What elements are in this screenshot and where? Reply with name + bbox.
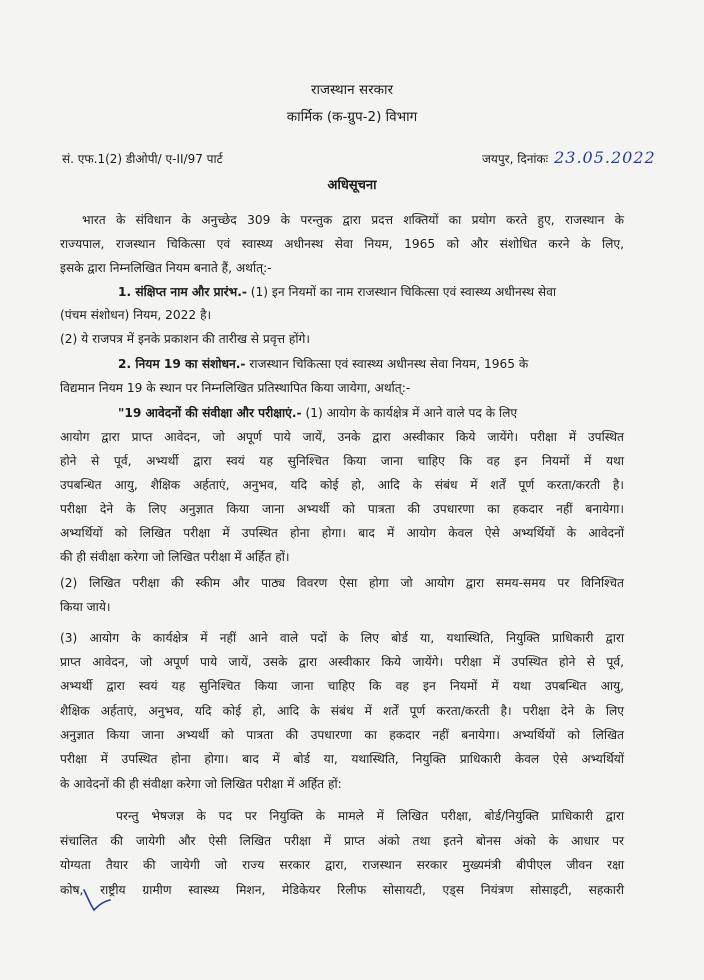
section-1-title: 1. संक्षिप्त नाम और प्रारंभ.- (118, 285, 247, 299)
notification-title: अधिसूचना (327, 178, 377, 193)
text-line: योग्यता तैयार की जायेगी जो राज्य सरकार द्वारा, राजस्थान सरकार मुख्यमंत्री बीपीएल जीवन रक्षा (60, 858, 624, 872)
text-fragment: (1) आयोग के कार्यक्षेत्र में आने वाले पद के लिए (301, 406, 518, 420)
text-line: की ही संवीक्षा करेगा जो लिखित परीक्षा में अर्हित हों। (60, 550, 290, 564)
text-line: प्राप्त आवेदन, जो अपूर्ण पाये जायें, उसके द्वारा अस्वीकार किये जायेंगे। परीक्षा में उपस्थित होने से पूर्व, (60, 655, 624, 669)
text-line: परीक्षा में उपस्थित होना होगा। बाद में बोर्ड या, यथास्थिति, नियुक्ति प्राधिकारी केवल ऐसे अभ्यर्थियों (60, 752, 624, 766)
text-line: (2) लिखित परीक्षा की स्कीम और पाठ्य विवरण ऐसा होगा जो आयोग द्वारा समय-समय पर विनिश्चित (60, 576, 624, 590)
section-2-title: 2. नियम 19 का संशोधन.- (118, 357, 246, 371)
government-heading: राजस्थान सरकार (311, 82, 393, 98)
text-line: भारत के संविधान के अनुच्छेद 309 के परन्तुक द्वारा प्रदत्त शक्तियों का प्रयोग करते हुए, राजस्थान के (82, 213, 624, 227)
text-line: कोष, राष्ट्रीय ग्रामीण स्वास्थ्य मिशन, मेडिकेयर रिलीफ सोसायटी, एड्स नियंत्रण सोसाइटी, सहकारी (60, 883, 624, 897)
text-fragment: राजस्थान चिकित्सा एवं स्वास्थ्य अधीनस्थ सेवा नियम, 1965 के (245, 357, 529, 371)
text-line: होने से पूर्व, अभ्यर्थी द्वारा स्वयं यह सुनिश्चित किया जाना चाहिए कि वह इन नियमों में यथा (60, 454, 624, 468)
section-1-heading-line (118, 284, 556, 300)
rule-19-heading-line (118, 405, 517, 421)
pen-mark (80, 888, 120, 914)
text-line: उपबन्धित आयु, शैक्षिक अर्हताएं, अनुभव, यदि कोई हो, आदि के संबंध में शर्तें पूर्ण करता/करती है। (60, 478, 624, 492)
text-line: (2) ये राजपत्र में इनके प्रकाशन की तारीख से प्रवृत्त होंगे। (60, 332, 311, 346)
text-line: राज्यपाल, राजस्थान चिकित्सा एवं स्वास्थ्य अधीनस्थ सेवा नियम, 1965 को और संशोधित करने के लिए, (60, 237, 624, 251)
text-line: अभ्यर्थी द्वारा स्वयं यह सुनिश्चित किया जाना चाहिए कि वह इन नियमों में यथा उपबन्धित आयु, (60, 679, 624, 693)
text-line: शैक्षिक अर्हताएं, अनुभव, यदि कोई हो, आदि के संबंध में शर्तें पूर्ण करता/करती है। परीक्षा देने के लिए (60, 704, 624, 718)
text-line: विद्यमान नियम 19 के स्थान पर निम्नलिखित प्रतिस्थापित किया जायेगा, अर्थात्:- (60, 381, 411, 395)
text-line: (3) आयोग के कार्यक्षेत्र में नहीं आने वाले पदों के लिए बोर्ड या, यथास्थिति, नियुक्ति प्राधिकारी द्वारा (60, 631, 624, 645)
section-2-heading-line (118, 356, 528, 372)
department-heading: कार्मिक (क-ग्रुप-2) विभाग (286, 109, 418, 125)
text-fragment: (1) इन नियमों का नाम राजस्थान चिकित्सा एवं स्वास्थ्य अधीनस्थ सेवा (246, 285, 557, 299)
text-line: परीक्षा देने के लिए अनुज्ञात किया जाना अभ्यर्थी को पात्रता की उपधारणा का हकदार नहीं बनायेगा। (60, 502, 624, 516)
text-line: आयोग द्वारा प्राप्त आवेदन, जो अपूर्ण पाये जायें, उनके द्वारा अस्वीकार किये जायेंगे। परीक्षा में उपस्थित (60, 430, 624, 444)
text-line: अभ्यर्थियों को लिखित परीक्षा में उपस्थित होना होगा। बाद में आयोग केवल ऐसे अभ्यर्थियों के आवेदनों (60, 526, 624, 540)
text-line: के आवेदनों की ही संवीक्षा करेगा जो लिखित परीक्षा में अर्हित हों: (60, 777, 342, 791)
place-date (482, 148, 656, 167)
text-line: अनुज्ञात किया जाना अभ्यर्थी को पात्रता की उपधारणा का हकदार नहीं बनायेगा। अभ्यर्थियों को लिखित (60, 728, 624, 742)
text-line: किया जाये। (60, 600, 111, 614)
reference-number: सं. एफ.1(2) डीओपी/ ए-II/97 पार्ट (62, 152, 223, 166)
text-line: परन्तु भेषजज्ञ के पद पर नियुक्ति के मामले में लिखित परीक्षा, बोर्ड/नियुक्ति प्राधिकारी द्वारा (116, 809, 624, 823)
place-date-label: जयपुर, दिनांकः (482, 152, 549, 166)
text-line: इसके द्वारा निम्नलिखित नियम बनाते हैं, अर्थात्:- (60, 261, 272, 275)
rule-19-title: "19 आवेदनों की संवीक्षा और परीक्षाएं.- (118, 406, 302, 420)
handwritten-date: 23.05.2022 (554, 148, 656, 167)
text-line: (पंचम संशोधन) नियम, 2022 है। (60, 308, 212, 322)
text-line: संचालित की जायेगी और ऐसी लिखित परीक्षा में प्राप्त अंको तथा इतने बोनस अंको के आधार पर (60, 834, 624, 848)
